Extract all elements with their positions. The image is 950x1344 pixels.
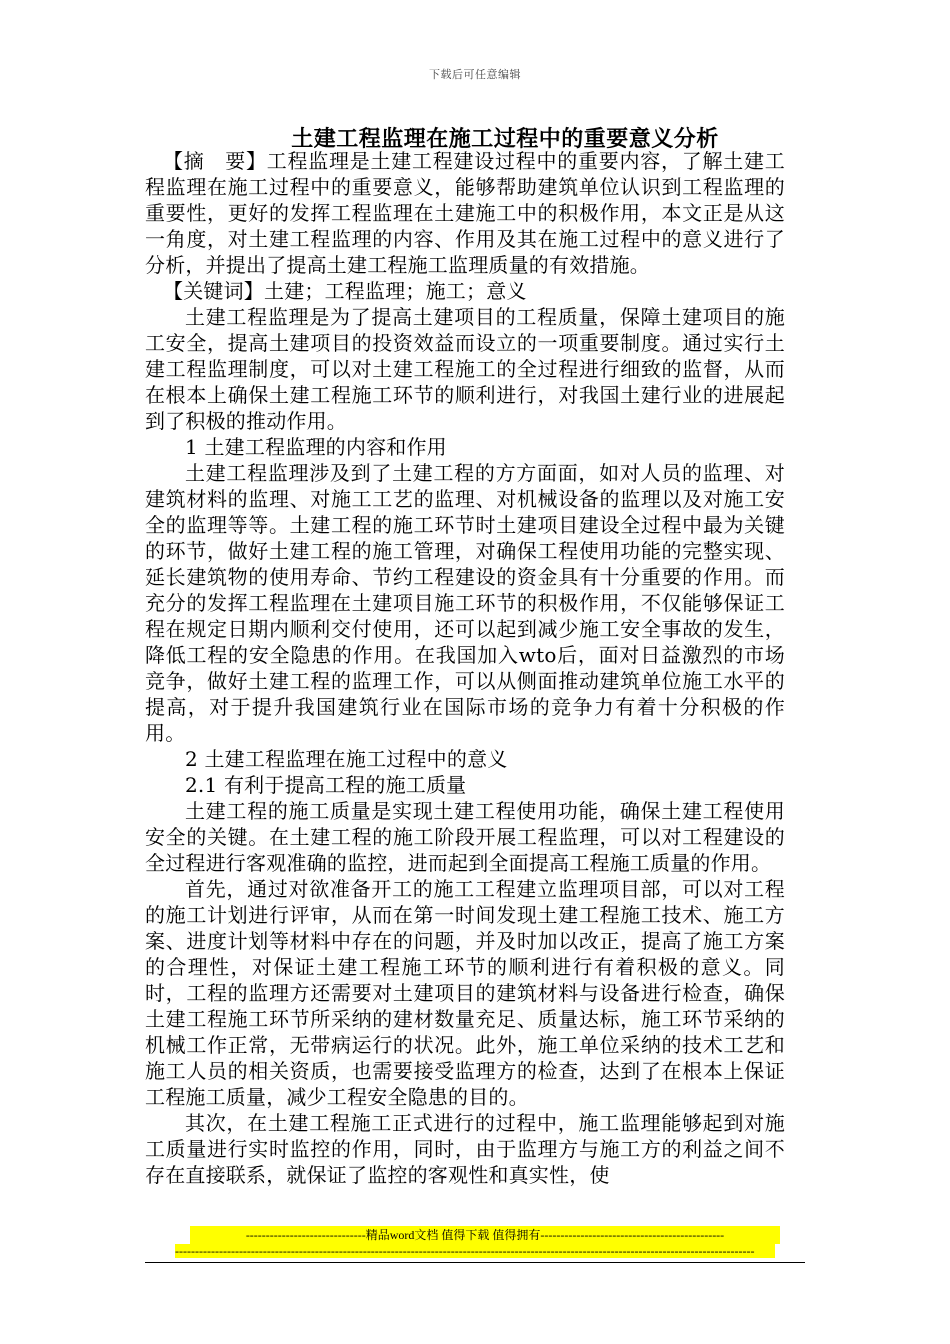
keywords-paragraph: 【关键词】土建；工程监理；施工；意义: [163, 279, 527, 303]
document-title: 土建工程监理在施工过程中的重要意义分析: [291, 126, 719, 152]
abstract-paragraph: 【摘 要】工程监理是土建工程建设过程中的重要内容，了解土建工程监理在施工过程中的重要意义，能够帮助建筑单位认识到工程监理的重要性，更好的发挥工程监理在土建施工中的积极作用，本文正是从这一角度，对土建工程监理的内容、作用及其在施工过程中的意义进行了分析，并提出了提高土建工程施工监理质量的有效措施。: [145, 149, 785, 277]
intro-paragraph: 土建工程监理是为了提高土建项目的工程质量，保障土建项目的施工安全，提高土建项目的投资效益而设立的一项重要制度。通过实行土建工程监理制度，可以对土建工程施工的全过程进行细致的监督，从而在根本上确保土建工程施工环节的顺利进行，对我国土建行业的进展起到了积极的推动作用。: [145, 305, 785, 433]
footer-banner: ------------------------------精品word文档 值得下载 值得拥有----------------------------------------------: [190, 1226, 780, 1244]
first-point-paragraph: 首先，通过对欲准备开工的施工工程建立监理项目部，可以对工程的施工计划进行评审，从而在第一时间发现土建工程施工技术、施工方案、进度计划等材料中存在的问题，并及时加以改正，提高了施工方案的合理性，对保证土建工程施工环节的顺利进行有着积极的意义。同时，工程的监理方还需要对土建项目的建筑材料与设备进行检查，确保土建工程施工环节所采纳的建材数量充足、质量达标，施工环节采纳的机械工作正常，无带病运行的状况。此外，施工单位采纳的技术工艺和施工人员的相关资质，也需要接受监理方的检查，达到了在根本上保证工程施工质量，减少工程安全隐患的目的。: [145, 877, 785, 1109]
second-point-paragraph: 其次，在土建工程施工正式进行的过程中，施工监理能够起到对施工质量进行实时监控的作用，同时，由于监理方与施工方的利益之间不存在直接联系，就保证了监控的客观性和真实性，使: [145, 1111, 785, 1187]
section-1-paragraph: 土建工程监理涉及到了土建工程的方方面面，如对人员的监理、对建筑材料的监理、对施工工艺的监理、对机械设备的监理以及对施工安全的监理等等。土建工程的施工环节时土建项目建设全过程中最为关键的环节，做好土建工程的施工管理，对确保工程使用功能的完整实现、延长建筑物的使用寿命、节约工程建设的资金具有十分重要的作用。而充分的发挥工程监理在土建项目施工环节的积极作用，不仅能够保证工程在规定日期内顺利交付使用，还可以起到减少施工安全事故的发生，降低工程的安全隐患的作用。在我国加入wto后，面对日益激烈的市场竞争，做好土建工程的监理工作，可以从侧面推动建筑单位施工水平的提高，对于提升我国建筑行业在国际市场的竞争力有着十分积极的作用。: [145, 461, 785, 745]
section-heading-1: 1 土建工程监理的内容和作用: [185, 435, 447, 459]
footer-rule: [145, 1262, 805, 1263]
document-body: [145, 148, 785, 1188]
section-heading-2: 2 土建工程监理在施工过程中的意义: [185, 747, 508, 771]
page-header-note: 下载后可任意编辑: [429, 68, 521, 81]
footer-dash-line: -------------------------------------------------------------------------------------------------------------------------------------------------: [175, 1244, 775, 1258]
subsection-heading-2-1: 2.1 有利于提高工程的施工质量: [185, 773, 467, 797]
subsection-2-1-paragraph: 土建工程的施工质量是实现土建工程使用功能，确保土建工程使用安全的关键。在土建工程的施工阶段开展工程监理，可以对工程建设的全过程进行客观准确的监控，进而起到全面提高工程施工质量的作用。: [145, 799, 785, 875]
